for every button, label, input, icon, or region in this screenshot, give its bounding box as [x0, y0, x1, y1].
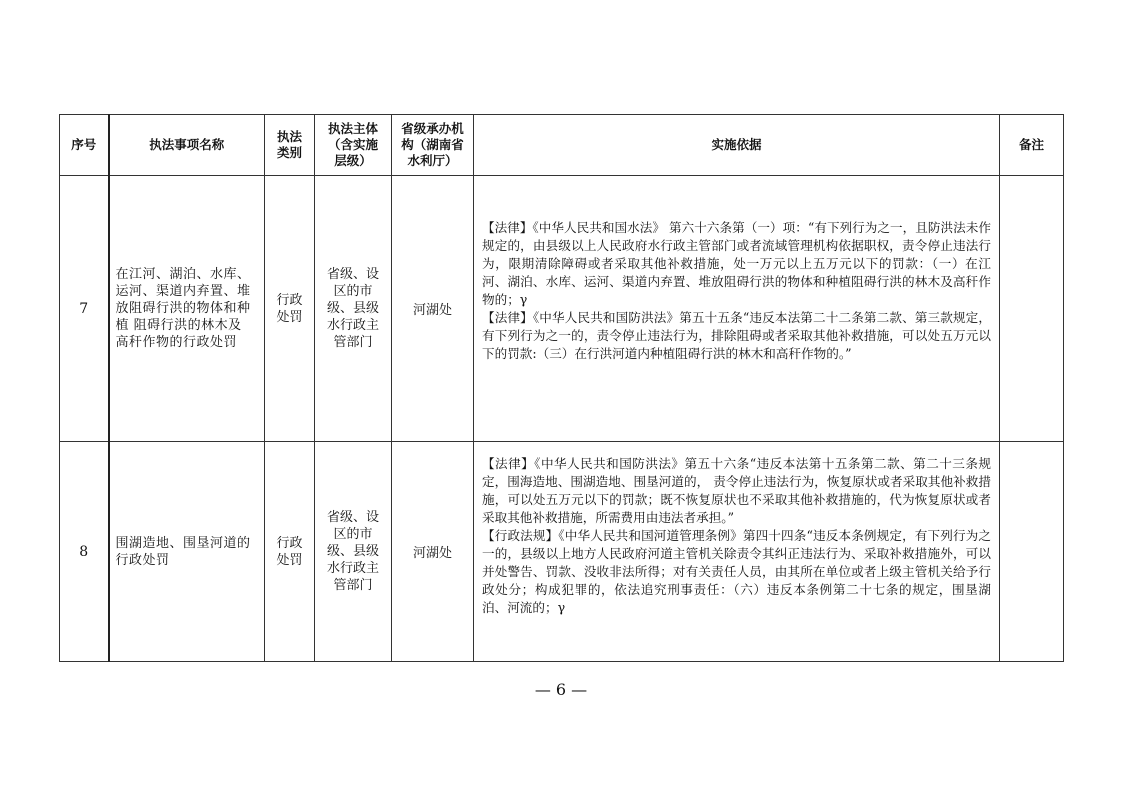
header-row: [60, 115, 1064, 176]
row-basis: [474, 442, 1000, 662]
row-category-text: 行政处罚: [276, 292, 303, 325]
row-basis: [474, 176, 1000, 442]
row-category: [265, 176, 315, 442]
table-row: [60, 176, 1064, 442]
header-basis: 实施依据: [474, 115, 1000, 176]
basis-paragraph: 【法律】《中华人民共和国防洪法》第五十五条“违反本法第二十二条第二款、第三款规定，有下列行为之一的，责令停止违法行为，排除阻碍或者采取其他补救措施，可以处五万元以下的罚款:（三）在行洪河道内种植阻碍行洪的林木和高秆作物的。”: [482, 310, 991, 361]
row-name: 在江河、湖泊、水库、运河、渠道内弃置、堆放阻碍行洪的物体和种植 阻碍行洪的林木及 高秆作物的行政处罚: [109, 176, 265, 442]
header-office-text: 省级承办机构（湖南省水利厅）: [401, 121, 464, 168]
header-subject: [315, 115, 392, 176]
header-office: [392, 115, 474, 176]
header-category-text: 执法类别: [276, 129, 302, 160]
row-office: 河湖处: [392, 442, 474, 662]
row-remark: [1000, 176, 1064, 442]
row-category: [265, 442, 315, 662]
page-number: — 6 —: [534, 680, 588, 699]
header-category: [265, 115, 315, 176]
row-office: 河湖处: [392, 176, 474, 442]
enforcement-table: [59, 114, 1064, 662]
row-seq: 7: [60, 176, 109, 442]
row-subject: 省级、设区的市级、县级水行政主管部门: [315, 442, 392, 662]
basis-paragraph: 【法律】《中华人民共和国水法》 第六十六条第（一）项：“有下列行为之一，且防洪法未作规定的，由县级以上人民政府水行政主管部门或者流域管理机构依据职权，责令停止违法行为，限期清除障碍或者采取其他补救措施，处一万元以上五万元以下的罚款：（一）在江河、湖泊、水库、运河、渠道内弃置、堆放阻碍行洪的物体和种植阻碍行洪的林木及高秆作物的；γ: [482, 220, 991, 307]
header-subject-text: 执法主体（含实施层级）: [327, 121, 378, 168]
row-subject: 省级、设区的市级、县级水行政主管部门: [315, 176, 392, 442]
table-row: [60, 442, 1064, 662]
row-name: 围湖造地、围垦河道的行政处罚: [109, 442, 265, 662]
row-seq: 8: [60, 442, 109, 662]
row-remark: [1000, 442, 1064, 662]
header-seq: 序号: [60, 115, 109, 176]
row-category-text: 行政处罚: [276, 535, 303, 568]
basis-paragraph: 【行政法规】《中华人民共和国河道管理条例》第四十四条“违反本条例规定，有下列行为之一的，县级以上地方人民政府河道主管机关除责令其纠正违法行为、采取补救措施外，可以并处警告、罚款、没收非法所得；对有关责任人员，由其所在单位或者上级主管机关给予行政处分；构成犯罪的，依法追究刑事责任：（六）违反本条例第二十七条的规定，围垦湖泊、河流的；γ: [482, 528, 991, 615]
header-name: 执法事项名称: [109, 115, 265, 176]
header-remark: 备注: [1000, 115, 1064, 176]
basis-paragraph: 【法律】《中华人民共和国防洪法》第五十六条“违反本法第十五条第二款、第二十三条规定，围海造地、围湖造地、围垦河道的， 责令停止违法行为，恢复原状或者采取其他补救措施，可以处五万元以下的罚款；既不恢复原状也不采取其他补救措施的，代为恢复原状或者采取其他补救措施，所需费用由违法者承担。”: [482, 456, 991, 525]
